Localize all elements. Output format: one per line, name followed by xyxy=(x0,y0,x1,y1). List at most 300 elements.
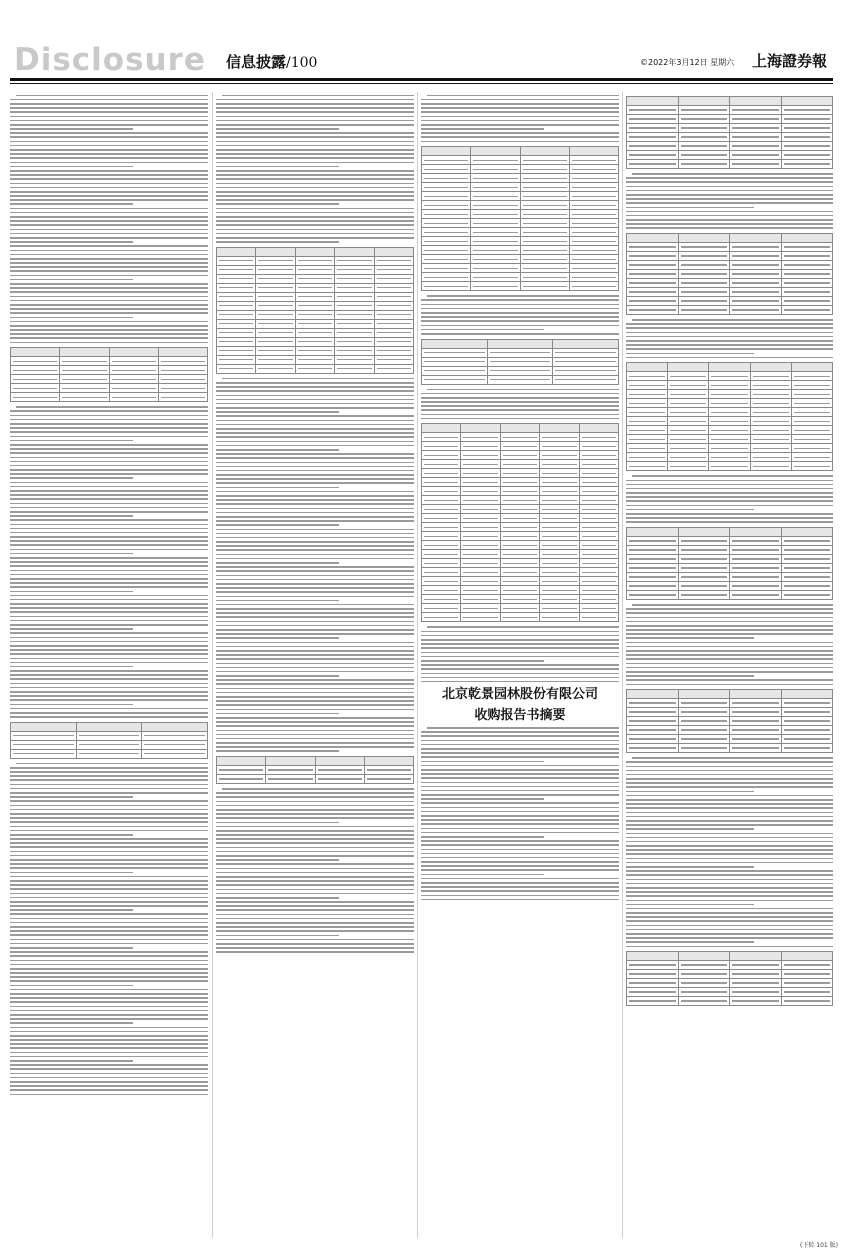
table-cell xyxy=(11,366,60,375)
table-cell xyxy=(781,115,833,124)
text-line xyxy=(626,782,833,784)
table-cell xyxy=(791,363,832,372)
table-cell xyxy=(668,444,709,453)
table-row xyxy=(627,717,833,726)
table-row xyxy=(11,722,208,731)
column-3-lower-text xyxy=(421,727,619,900)
table-cell xyxy=(335,292,374,301)
text-line xyxy=(10,607,208,609)
table-row xyxy=(217,265,414,274)
text-line xyxy=(10,241,133,243)
table-cell xyxy=(461,595,500,604)
text-line xyxy=(10,174,208,176)
text-line xyxy=(216,897,339,899)
table-cell xyxy=(374,256,413,265)
table-cell xyxy=(730,708,782,717)
text-line xyxy=(216,600,339,602)
table-cell xyxy=(471,219,520,228)
text-line xyxy=(216,637,339,639)
table-row xyxy=(627,572,833,581)
text-line xyxy=(626,812,833,814)
table-cell xyxy=(579,559,618,568)
table-row xyxy=(627,160,833,169)
text-line xyxy=(216,395,414,397)
text-line xyxy=(626,323,833,325)
table-cell xyxy=(158,366,207,375)
text-line xyxy=(10,591,133,593)
text-line xyxy=(10,212,208,214)
table-cell xyxy=(730,234,782,243)
table-cell xyxy=(422,568,461,577)
text-line xyxy=(626,353,754,355)
table-row xyxy=(627,744,833,753)
table-cell xyxy=(422,273,471,282)
table-cell xyxy=(627,690,679,699)
newspaper-brand: 上海證券報 xyxy=(752,52,828,70)
text-line xyxy=(421,819,619,821)
table-cell xyxy=(627,536,679,545)
text-line xyxy=(10,258,208,260)
table-row xyxy=(422,357,619,366)
text-line xyxy=(10,909,133,911)
table-cell xyxy=(471,228,520,237)
text-line xyxy=(10,166,133,168)
table-cell xyxy=(627,590,679,599)
table-cell xyxy=(500,613,539,622)
table-row xyxy=(422,210,619,219)
text-line xyxy=(216,195,414,197)
text-line xyxy=(10,308,208,310)
text-line xyxy=(626,874,833,876)
table-cell xyxy=(553,339,619,348)
column-divider xyxy=(417,92,418,1238)
text-line xyxy=(626,833,833,835)
text-line xyxy=(10,586,208,588)
text-line xyxy=(16,763,208,765)
table-cell xyxy=(750,435,791,444)
text-line xyxy=(10,611,208,613)
table-cell xyxy=(374,265,413,274)
table-cell xyxy=(791,426,832,435)
table-row xyxy=(627,988,833,997)
text-line xyxy=(10,224,208,226)
table-cell xyxy=(540,505,579,514)
data-table xyxy=(626,233,833,315)
table-cell xyxy=(461,460,500,469)
table-row xyxy=(422,282,619,291)
table-cell xyxy=(569,192,618,201)
table-cell xyxy=(295,265,334,274)
table-cell xyxy=(335,283,374,292)
table-cell xyxy=(500,568,539,577)
data-table xyxy=(421,339,619,385)
table-cell xyxy=(627,142,679,151)
table-cell xyxy=(422,156,471,165)
table-cell xyxy=(569,246,618,255)
table-cell xyxy=(627,572,679,581)
table-cell xyxy=(540,568,579,577)
table-row xyxy=(217,766,414,775)
text-line xyxy=(626,496,833,498)
text-line xyxy=(216,141,414,143)
text-line xyxy=(626,671,833,673)
table-row xyxy=(217,346,414,355)
text-line xyxy=(421,849,619,851)
table-cell xyxy=(374,355,413,364)
table-cell xyxy=(678,581,730,590)
table-cell xyxy=(500,541,539,550)
table-cell xyxy=(781,735,833,744)
table-cell xyxy=(730,261,782,270)
table-cell xyxy=(579,586,618,595)
text-line xyxy=(10,922,208,924)
text-line xyxy=(216,663,414,665)
table-cell xyxy=(471,165,520,174)
text-line xyxy=(421,869,619,871)
table-row xyxy=(627,133,833,142)
text-line xyxy=(626,803,833,805)
text-line xyxy=(10,980,208,982)
table-cell xyxy=(520,165,569,174)
table-cell xyxy=(422,586,461,595)
table-cell xyxy=(487,348,553,357)
text-line xyxy=(421,635,619,637)
table-cell xyxy=(668,372,709,381)
table-cell xyxy=(627,399,668,408)
table-cell xyxy=(678,545,730,554)
text-line xyxy=(10,233,208,235)
text-line xyxy=(10,616,208,618)
table-cell xyxy=(627,997,679,1006)
column-1-text xyxy=(10,95,208,1096)
table-cell xyxy=(11,384,60,393)
text-line xyxy=(421,752,619,754)
text-line xyxy=(10,452,208,454)
text-line xyxy=(10,157,208,159)
text-line xyxy=(216,212,414,214)
text-line xyxy=(10,1064,208,1066)
table-cell xyxy=(422,514,461,523)
table-cell xyxy=(627,744,679,753)
table-cell xyxy=(678,97,730,106)
text-line xyxy=(421,393,619,395)
table-cell xyxy=(579,433,618,442)
text-line xyxy=(10,107,208,109)
text-line xyxy=(10,972,208,974)
text-line xyxy=(216,136,414,138)
table-cell xyxy=(266,757,315,766)
text-line xyxy=(216,474,414,476)
text-line xyxy=(216,922,414,924)
text-line xyxy=(626,207,754,209)
table-cell xyxy=(364,775,413,784)
text-line xyxy=(632,475,833,477)
table-row xyxy=(217,283,414,292)
table-cell xyxy=(335,247,374,256)
table-row xyxy=(422,433,619,442)
issue-date: ©2022年3月12日 星期六 xyxy=(640,58,735,67)
table-cell xyxy=(422,487,461,496)
text-line xyxy=(216,566,414,568)
text-line xyxy=(216,834,414,836)
text-line xyxy=(216,178,414,180)
text-line xyxy=(216,174,414,176)
table-cell xyxy=(668,417,709,426)
text-line xyxy=(216,478,414,480)
text-line xyxy=(216,499,414,501)
table-cell xyxy=(627,288,679,297)
text-line xyxy=(10,237,208,239)
text-line xyxy=(10,893,208,895)
text-line xyxy=(10,775,208,777)
text-line xyxy=(626,908,833,910)
table-cell xyxy=(730,106,782,115)
text-line xyxy=(216,570,414,572)
text-line xyxy=(10,867,208,869)
text-line xyxy=(10,544,208,546)
text-line xyxy=(421,878,619,880)
text-line xyxy=(10,674,208,676)
text-line xyxy=(216,512,414,514)
text-line xyxy=(10,536,208,538)
text-line xyxy=(421,132,619,134)
table-cell xyxy=(335,355,374,364)
text-line xyxy=(626,941,754,943)
text-line xyxy=(626,799,833,801)
table-cell xyxy=(256,292,295,301)
text-line xyxy=(10,111,208,113)
table-row xyxy=(422,505,619,514)
text-line xyxy=(10,821,208,823)
table-cell xyxy=(750,426,791,435)
table-cell xyxy=(553,366,619,375)
text-line xyxy=(10,250,208,252)
text-line xyxy=(626,887,833,889)
text-line xyxy=(626,633,833,635)
text-line xyxy=(421,861,619,863)
table-cell xyxy=(540,586,579,595)
table-row xyxy=(627,961,833,970)
table-row xyxy=(11,366,208,375)
text-line xyxy=(421,136,619,138)
text-line xyxy=(421,773,619,775)
table-row xyxy=(627,390,833,399)
table-cell xyxy=(295,274,334,283)
table-cell xyxy=(217,328,256,337)
table-cell xyxy=(540,541,579,550)
table-cell xyxy=(709,381,750,390)
table-cell xyxy=(540,550,579,559)
data-table xyxy=(10,722,208,759)
text-line xyxy=(216,170,414,172)
table-cell xyxy=(678,536,730,545)
text-line xyxy=(421,899,619,901)
table-cell xyxy=(627,97,679,106)
table-row xyxy=(422,568,619,577)
text-line xyxy=(10,817,208,819)
table-row xyxy=(422,604,619,613)
table-cell xyxy=(422,460,461,469)
table-cell xyxy=(569,273,618,282)
table-row xyxy=(422,595,619,604)
table-cell xyxy=(335,319,374,328)
text-line xyxy=(10,805,208,807)
text-line xyxy=(10,178,208,180)
text-line xyxy=(632,757,833,759)
table-cell xyxy=(730,279,782,288)
text-line xyxy=(632,604,833,606)
text-line xyxy=(10,645,208,647)
table-cell xyxy=(668,381,709,390)
table-cell xyxy=(730,735,782,744)
table-cell xyxy=(500,523,539,532)
table-cell xyxy=(709,399,750,408)
table-cell xyxy=(422,442,461,451)
table-cell xyxy=(422,339,488,348)
table-cell xyxy=(11,740,77,749)
table-cell xyxy=(76,722,142,731)
table-cell xyxy=(471,201,520,210)
table-cell xyxy=(217,319,256,328)
text-line xyxy=(10,448,208,450)
text-line xyxy=(626,484,833,486)
table-row xyxy=(422,219,619,228)
text-line xyxy=(216,132,414,134)
text-line xyxy=(216,482,414,484)
table-cell xyxy=(422,424,461,433)
text-line xyxy=(10,716,208,718)
table-row xyxy=(422,165,619,174)
text-line xyxy=(216,692,414,694)
table-cell xyxy=(500,433,539,442)
table-cell xyxy=(627,106,679,115)
table-cell xyxy=(422,228,471,237)
table-cell xyxy=(791,372,832,381)
table-cell xyxy=(627,581,679,590)
text-line xyxy=(10,888,208,890)
text-line xyxy=(626,500,833,502)
text-line xyxy=(216,742,414,744)
table-cell xyxy=(461,550,500,559)
table-cell xyxy=(335,256,374,265)
table-cell xyxy=(256,364,295,373)
table-row xyxy=(422,339,619,348)
text-line xyxy=(632,319,833,321)
table-row xyxy=(11,357,208,366)
text-line xyxy=(216,587,414,589)
text-line xyxy=(626,336,833,338)
text-line xyxy=(216,884,414,886)
text-line xyxy=(10,834,133,836)
text-line xyxy=(216,679,414,681)
text-line xyxy=(421,414,619,416)
section-title xyxy=(226,51,317,72)
table-cell xyxy=(627,988,679,997)
table-cell xyxy=(540,514,579,523)
text-line xyxy=(10,830,208,832)
text-line xyxy=(421,790,619,792)
table-cell xyxy=(422,451,461,460)
table-cell xyxy=(750,408,791,417)
text-line xyxy=(626,646,833,648)
text-line xyxy=(216,822,339,824)
table-row xyxy=(627,363,833,372)
text-line xyxy=(216,625,414,627)
text-line xyxy=(10,469,208,471)
table-row xyxy=(627,708,833,717)
text-line xyxy=(626,215,833,217)
text-line xyxy=(216,667,414,669)
text-line xyxy=(10,565,208,567)
table-cell xyxy=(750,381,791,390)
table-cell xyxy=(461,577,500,586)
continued-note: (下转 101 版) xyxy=(800,1242,838,1249)
text-line xyxy=(216,199,414,201)
text-line xyxy=(222,788,414,790)
text-line xyxy=(10,312,208,314)
table-cell xyxy=(60,384,109,393)
table-cell xyxy=(569,264,618,273)
table-cell xyxy=(374,301,413,310)
text-line xyxy=(10,1085,208,1087)
table-row xyxy=(627,234,833,243)
text-line xyxy=(216,441,414,443)
text-line xyxy=(10,136,208,138)
text-line xyxy=(626,824,833,826)
table-cell xyxy=(668,453,709,462)
table-row xyxy=(422,228,619,237)
text-line xyxy=(216,889,414,891)
text-line xyxy=(10,279,133,281)
table-cell xyxy=(781,563,833,572)
section-name: 信息披露 xyxy=(226,53,287,71)
text-line xyxy=(216,905,414,907)
table-row xyxy=(627,735,833,744)
table-cell xyxy=(540,604,579,613)
text-line xyxy=(216,237,414,239)
table-cell xyxy=(158,384,207,393)
table-row xyxy=(217,337,414,346)
text-line xyxy=(216,390,414,392)
text-line xyxy=(10,270,208,272)
text-line xyxy=(216,621,414,623)
text-line xyxy=(10,683,208,685)
table-cell xyxy=(730,151,782,160)
text-line xyxy=(216,445,414,447)
text-line xyxy=(626,181,833,183)
table-row xyxy=(627,426,833,435)
table-cell xyxy=(500,586,539,595)
table-cell xyxy=(627,563,679,572)
table-cell xyxy=(791,444,832,453)
text-line xyxy=(10,1047,208,1049)
table-cell xyxy=(781,717,833,726)
table-cell xyxy=(709,408,750,417)
text-line xyxy=(421,664,619,666)
table-cell xyxy=(709,390,750,399)
text-line xyxy=(626,895,833,897)
table-row xyxy=(422,246,619,255)
table-cell xyxy=(295,247,334,256)
data-table xyxy=(626,96,833,169)
text-line xyxy=(626,340,833,342)
text-line xyxy=(10,1043,208,1045)
text-line xyxy=(216,554,414,556)
table-row xyxy=(627,545,833,554)
table-cell xyxy=(295,283,334,292)
table-cell xyxy=(266,775,315,784)
table-cell xyxy=(471,264,520,273)
